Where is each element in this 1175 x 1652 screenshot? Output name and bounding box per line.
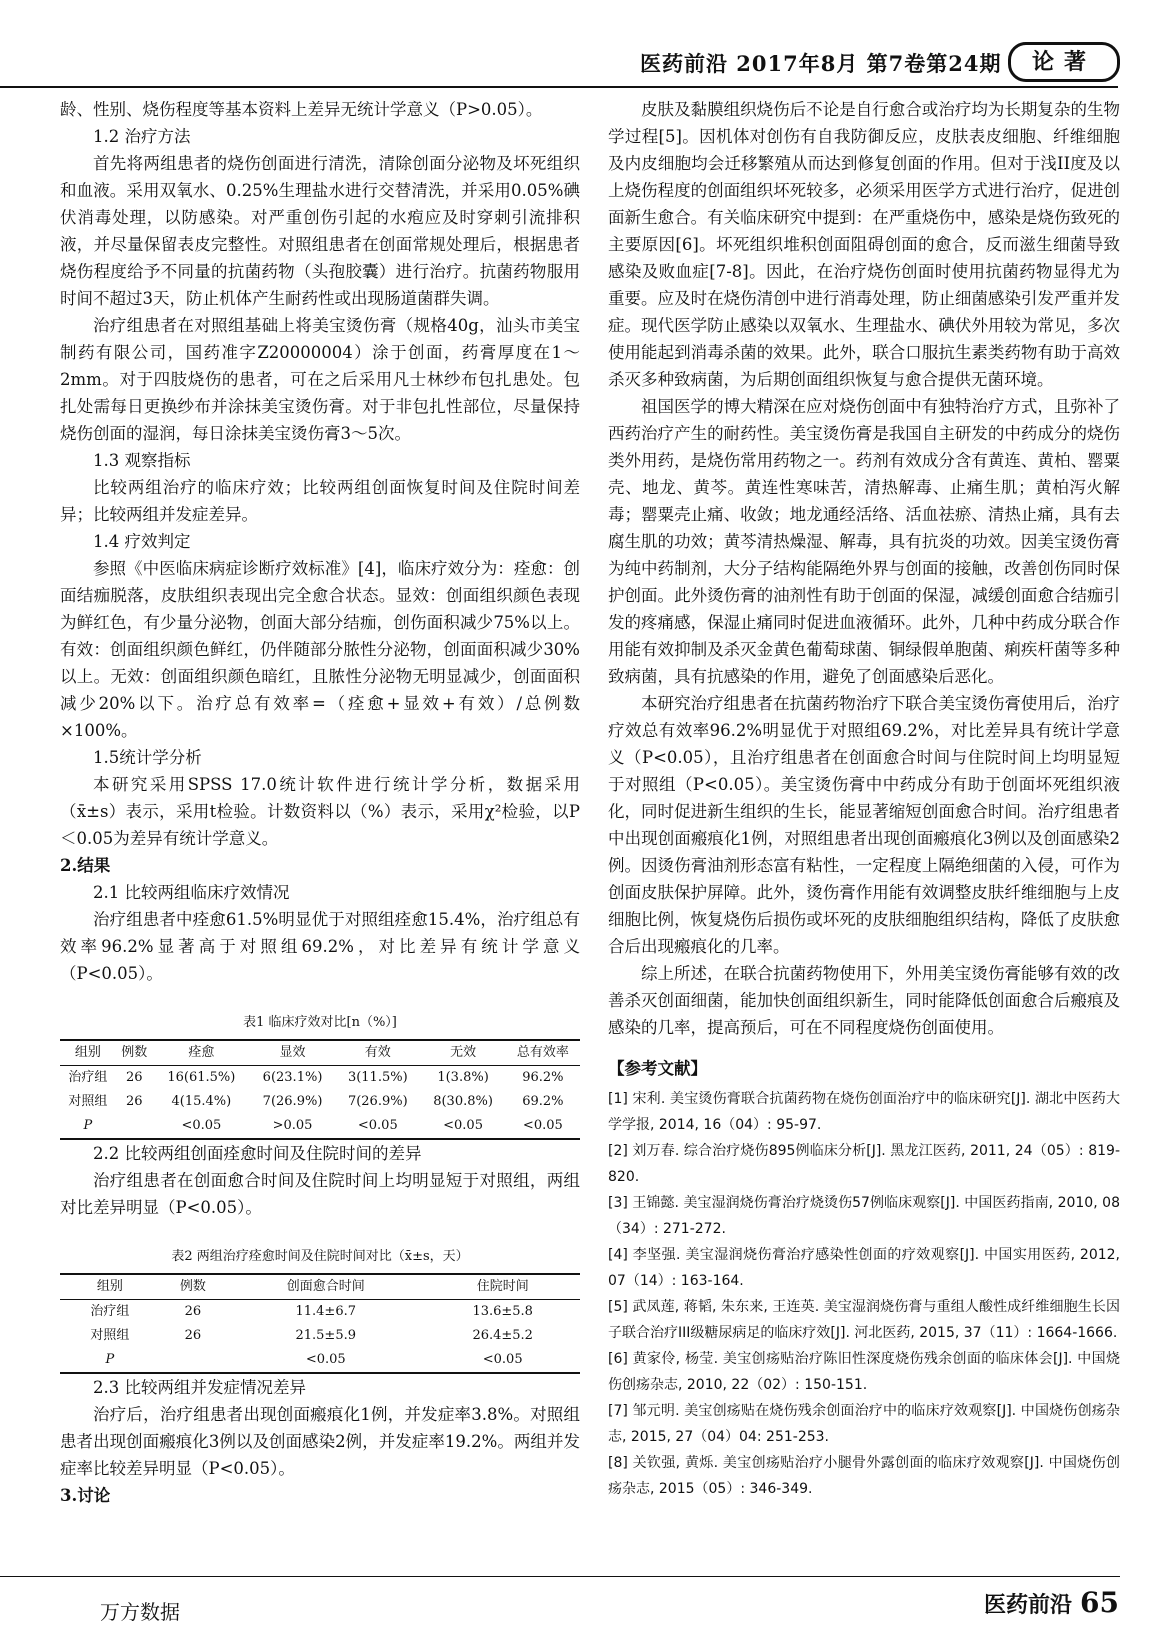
paragraph-1-2-a: 首先将两组患者的烧伤创面进行清洗，清除创面分泌物及坏死组织和血液。采用双氧水、0.25%生理盐水进行交替清洗，并采用0.05%碘伏消毒处理，以防感染。对严重创伤引起的水疱应及时穿刺引流排积液，并尽量保留表皮完整性。对照组患者在创面常规处理后，根据患者烧伤程度给予不同量的抗菌药物（头孢胶囊）进行治疗。抗菌药物服用时间不超过3天，防止机体产生耐药性或出现肠道菌群失调。 xyxy=(60,154,580,308)
heading-1-2: 1.2 治疗方法 xyxy=(93,127,191,146)
table-cell: 26 xyxy=(184,1304,202,1319)
table2 xyxy=(60,1273,580,1374)
page-number: 65 xyxy=(1080,1586,1119,1619)
table-cell: 6(23.1%) xyxy=(262,1070,323,1085)
table-cell: 26 xyxy=(184,1328,202,1343)
discussion-paragraph-3: 本研究治疗组患者在抗菌药物治疗下联合美宝烫伤膏使用后，治疗疗效总有效率96.2%明显优于对照组69.2%，对比差异具有统计学意义（P<0.05），且治疗组患者在创面愈合时间与住院时间上均明显短于对照组（P<0.05）。美宝烫伤膏中中药成分有助于创面坏死组织液化，同时促进新生组织的生长，能显著缩短创面愈合时间。治疗组患者中出现创面瘢痕化1例，对照组患者出现创面瘢痕化3例以及创面感染2例。因烫伤膏油剂形态富有粘性，一定程度上隔绝细菌的入侵，可作为创面皮肤保护屏障。此外，烫伤膏作用能有效调整皮肤纤维细胞与上皮细胞比例，恢复烧伤后损伤或坏死的皮肤细胞组织结构，降低了皮肤愈合后出现瘢痕化的几率。 xyxy=(608,694,1120,956)
reference-item: [6] 黄家伶, 杨莹. 美宝创疡贴治疗陈旧性深度烧伤残余创面的临床体会[J]. 中国烧伤创疡杂志, 2010, 22（02）: 150-151. xyxy=(608,1351,1120,1393)
table1-header: 例数 xyxy=(121,1045,148,1060)
table-cell: 69.2% xyxy=(522,1094,564,1109)
table-cell: 11.4±6.7 xyxy=(295,1304,356,1319)
table-cell xyxy=(116,1114,153,1139)
heading-2-3: 2.3 比较两组并发症情况差异 xyxy=(93,1378,306,1397)
intro-paragraph: 龄、性别、烧伤程度等基本资料上差异无统计学意义（P>0.05）。 xyxy=(60,100,543,119)
discussion-paragraph-2: 祖国医学的博大精深在应对烧伤创面中有独特治疗方式，且弥补了西药治疗产生的耐药性。美宝烫伤膏是我国自主研发的中药成分的烧伤类外用药，是烧伤常用药物之一。药剂有效成分含有黄连、黄柏、罂粟壳、地龙、黄芩。黄连性寒味苦，清热解毒、止痛生肌；黄柏泻火解毒；罂粟壳止痛、收敛；地龙通经活络、活血祛瘀、清热止痛，具有去腐生肌的功效；黄芩清热燥湿、解毒，具有抗炎的功效。因美宝烫伤膏为纯中药制剂，大分子结构能隔绝外界与创面的接触，改善创伤同时保护创面。此外烫伤膏的油剂性有助于创面的保湿，减缓创面愈合结痂引发的疼痛感，保湿止痛同时促进血液循环。此外，几种中药成分联合作用能有效抑制及杀灭金黄色葡萄球菌、铜绿假单胞菌、痢疾杆菌等多种致病菌，具有抗感染的作用，避免了创面感染后恶化。 xyxy=(608,397,1120,686)
heading-1-3: 1.3 观察指标 xyxy=(93,451,191,470)
table2-header-row xyxy=(60,1274,580,1300)
table-cell: 4(15.4%) xyxy=(171,1094,232,1109)
table-row xyxy=(60,1114,580,1139)
table-cell: 13.6±5.8 xyxy=(472,1304,533,1319)
reference-item: [8] 关钦强, 黄烁. 美宝创疡贴治疗小腿骨外露创面的临床疗效观察[J]. 中国烧伤创疡杂志, 2015（05）: 346-349. xyxy=(608,1455,1120,1497)
table1-header: 痊愈 xyxy=(188,1045,215,1060)
table-cell: 7(26.9%) xyxy=(347,1094,408,1109)
table-cell: <0.05 xyxy=(443,1118,483,1133)
table-cell: <0.05 xyxy=(305,1352,346,1367)
table-cell: 7(26.9%) xyxy=(262,1094,323,1109)
table-cell: 26.4±5.2 xyxy=(472,1328,533,1343)
table-row xyxy=(60,1300,580,1325)
table1-header: 组别 xyxy=(74,1045,101,1060)
heading-2: 2.结果 xyxy=(60,856,111,875)
reference-item: [4] 李坚强. 美宝湿润烧伤膏治疗感染性创面的疗效观察[J]. 中国实用医药, 2012, 07（14）: 163-164. xyxy=(608,1247,1120,1289)
page-header xyxy=(640,42,1120,82)
table-cell: 治疗组 xyxy=(90,1304,130,1319)
journal-issue: 医药前沿 2017年8月 第7卷第24期 xyxy=(640,51,1002,76)
table-cell: 16(61.5%) xyxy=(167,1070,236,1085)
reference-item: [5] 武凤莲, 蒋韬, 朱东来, 王连英. 美宝湿润烧伤膏与重组人酸性成纤维细胞生长因子联合治疗III级糖尿病足的临床疗效[J]. 河北医药, 2015, 37（11）: 1664-1666. xyxy=(608,1299,1120,1341)
table-cell: 3(11.5%) xyxy=(347,1070,408,1085)
paragraph-1-5: 本研究采用SPSS 17.0统计软件进行统计学分析，数据采用（x̄±s）表示，采用t检验。计数资料以（%）表示，采用χ²检验，以P＜0.05为差异有统计学意义。 xyxy=(60,775,580,848)
paragraph-2-1: 治疗组患者中痊愈61.5%明显优于对照组痊愈15.4%，治疗组总有效率96.2%显著高于对照组69.2%，对比差异有统计学意义（P<0.05）。 xyxy=(60,910,580,983)
table1-header: 显效 xyxy=(279,1045,306,1060)
paragraph-1-3: 比较两组治疗的临床疗效；比较两组创面恢复时间及住院时间差异；比较两组并发症差异。 xyxy=(60,478,580,524)
table-row xyxy=(60,1324,580,1348)
heading-1-5: 1.5统计学分析 xyxy=(93,748,202,767)
table1-header: 总有效率 xyxy=(516,1045,569,1060)
heading-2-1: 2.1 比较两组临床疗效情况 xyxy=(93,883,290,902)
table1-header: 无效 xyxy=(450,1045,477,1060)
footer-rule xyxy=(0,1576,1120,1577)
footer-journal: 医药前沿 xyxy=(984,1592,1073,1618)
header-rule xyxy=(0,86,1118,88)
table-cell: 96.2% xyxy=(522,1070,564,1085)
table1-header: 有效 xyxy=(364,1045,391,1060)
table2-header: 创面愈合时间 xyxy=(286,1279,365,1294)
table-cell: P xyxy=(83,1118,93,1133)
reference-item: [2] 刘万春. 综合治疗烧伤895例临床分析[J]. 黑龙江医药, 2011, 24（05）: 819-820. xyxy=(608,1143,1120,1185)
table-row xyxy=(60,1066,580,1091)
reference-item: [7] 邹元明. 美宝创疡贴在烧伤残余创面治疗中的临床疗效观察[J]. 中国烧伤创疡杂志, 2015, 27（04）04: 251-253. xyxy=(608,1403,1120,1445)
table-cell: <0.05 xyxy=(522,1118,563,1133)
reference-item: [1] 宋利. 美宝烫伤膏联合抗菌药物在烧伤创面治疗中的临床研究[J]. 湖北中医药大学学报, 2014, 16（04）: 95-97. xyxy=(608,1091,1120,1133)
table-cell: <0.05 xyxy=(357,1118,398,1133)
left-column xyxy=(60,96,580,1509)
paragraph-1-4: 参照《中医临床病症诊断疗效标准》[4]，临床疗效分为：痊愈：创面结痂脱落，皮肤组织表现出完全愈合状态。显效：创面组织颜色表现为鲜红色，有少量分泌物，创面大部分结痂，创伤面积减少75%以上。有效：创面组织颜色鲜红，仍伴随部分脓性分泌物，创面面积减少30%以上。无效：创面组织颜色暗红，且脓性分泌物无明显减少，创面面积减少20%以下。治疗总有效率=（痊愈+显效+有效）/总例数×100%。 xyxy=(60,559,580,740)
table-row xyxy=(60,1348,580,1373)
table2-header: 住院时间 xyxy=(476,1279,529,1294)
table-cell: 1(3.8%) xyxy=(437,1070,489,1085)
table-cell: 26 xyxy=(126,1070,143,1085)
table-cell: 对照组 xyxy=(68,1094,108,1109)
section-badge: 论著 xyxy=(1008,42,1120,82)
table-cell: >0.05 xyxy=(272,1118,313,1133)
table2-header: 组别 xyxy=(96,1279,123,1294)
table-row xyxy=(60,1090,580,1114)
paragraph-2-2: 治疗组患者在创面愈合时间及住院时间上均明显短于对照组，两组对比差异明显（P<0.05）。 xyxy=(60,1171,580,1217)
table1 xyxy=(60,1039,580,1140)
references-title: 【参考文献】 xyxy=(608,1059,707,1078)
table-cell: 21.5±5.9 xyxy=(295,1328,356,1343)
table2-header: 例数 xyxy=(179,1279,206,1294)
table-cell xyxy=(160,1348,226,1373)
table-cell: 8(30.8%) xyxy=(433,1094,493,1109)
page-footer xyxy=(984,1586,1119,1619)
heading-3: 3.讨论 xyxy=(60,1486,111,1505)
right-column xyxy=(608,96,1120,1502)
paragraph-2-3: 治疗后，治疗组患者出现创面瘢痕化1例，并发症率3.8%。对照组患者出现创面瘢痕化3例以及创面感染2例，并发症率19.2%。两组并发症率比较差异明显（P<0.05）。 xyxy=(60,1405,580,1478)
table-cell: <0.05 xyxy=(181,1118,222,1133)
discussion-paragraph-4: 综上所述，在联合抗菌药物使用下，外用美宝烫伤膏能够有效的改善杀灭创面细菌，能加快创面组织新生，同时能降低创面愈合后瘢痕及感染的几率，提高预后，可在不同程度烧伤创面使用。 xyxy=(608,964,1120,1037)
reference-item: [3] 王锦懿. 美宝湿润烧伤膏治疗烧烫伤57例临床观察[J]. 中国医药指南, 2010, 08（34）: 271-272. xyxy=(608,1195,1120,1237)
heading-2-2: 2.2 比较两组创面痊愈时间及住院时间的差异 xyxy=(93,1144,422,1163)
table-cell: 26 xyxy=(126,1094,143,1109)
watermark: 万方数据 xyxy=(100,1600,180,1624)
table-cell: 治疗组 xyxy=(68,1070,108,1085)
table1-caption: 表1 临床疗效对比[n（%）] xyxy=(243,1015,397,1030)
table2-caption: 表2 两组治疗痊愈时间及住院时间对比（x̄±s，天） xyxy=(171,1249,469,1264)
table-cell: <0.05 xyxy=(482,1352,523,1367)
discussion-paragraph-1: 皮肤及黏膜组织烧伤后不论是自行愈合或治疗均为长期复杂的生物学过程[5]。因机体对创伤有自我防御反应，皮肤表皮细胞、纤维细胞及内皮细胞均会迁移繁殖从而达到修复创面的作用。但对于浅II度及以上烧伤程度的创面组织坏死较多，必须采用医学方式进行治疗，促进创面新生愈合。有关临床研究中提到：在严重烧伤中，感染是烧伤致死的主要原因[6]。坏死组织堆积创面阻碍创面的愈合，反而滋生细菌导致感染及败血症[7-8]。因此，在治疗烧伤创面时使用抗菌药物显得尤为重要。应及时在烧伤清创中进行消毒处理，防止细菌感染引发严重并发症。现代医学防止感染以双氧水、生理盐水、碘伏外用较为常见，多次使用能起到消毒杀菌的效果。此外，联合口服抗生素类药物有助于高效杀灭多种致病菌，为后期创面组织恢复与愈合提供无菌环境。 xyxy=(608,100,1120,389)
table-cell: 对照组 xyxy=(90,1328,130,1343)
table1-header-row xyxy=(60,1040,580,1066)
table-cell: P xyxy=(105,1352,115,1367)
heading-1-4: 1.4 疗效判定 xyxy=(93,532,191,551)
paragraph-1-2-b: 治疗组患者在对照组基础上将美宝烫伤膏（规格40g，汕头市美宝制药有限公司，国药准字Z20000004）涂于创面，药膏厚度在1～2mm。对于四肢烧伤的患者，可在之后采用凡士林纱布包扎患处。包扎处需每日更换纱布并涂抹美宝烫伤膏。对于非包扎性部位，尽量保持烧伤创面的湿润，每日涂抹美宝烫伤膏3～5次。 xyxy=(60,316,580,443)
